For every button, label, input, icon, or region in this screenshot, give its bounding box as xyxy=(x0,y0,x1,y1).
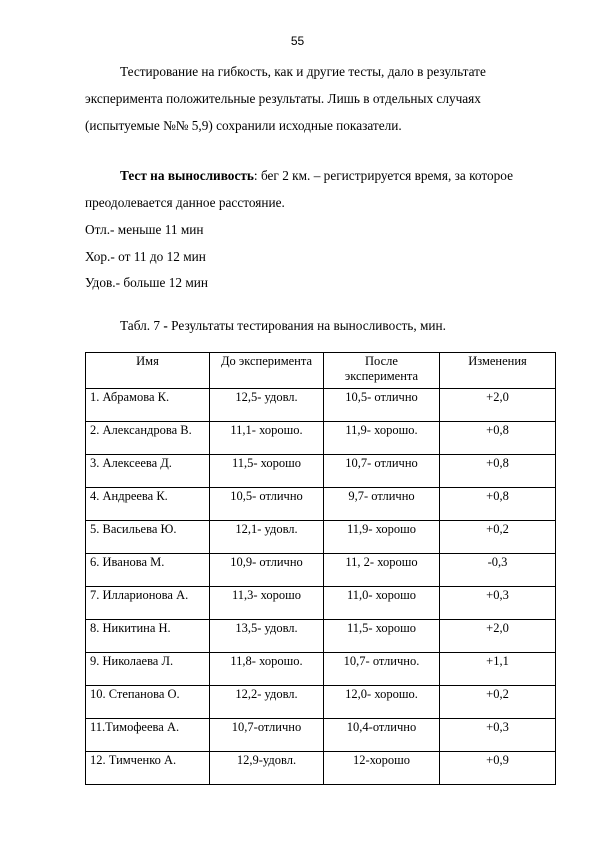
paragraph1-line3: (испытуемые №№ 5,9) сохранили исходные показатели. xyxy=(85,118,402,133)
header-name: Имя xyxy=(86,353,210,389)
cell-after: 10,4-отлично xyxy=(324,719,440,752)
cell-name: 4. Андреева К. xyxy=(86,488,210,521)
cell-name: 7. Илларионова А. xyxy=(86,587,210,620)
cell-after: 11,9- хорошо xyxy=(324,521,440,554)
cell-before: 10,7-отлично xyxy=(210,719,324,752)
cell-change: -0,3 xyxy=(440,554,556,587)
cell-after: 11,5- хорошо xyxy=(324,620,440,653)
cell-change: +0,8 xyxy=(440,455,556,488)
header-after: После эксперимента xyxy=(324,353,440,389)
criteria-satisfactory: Удов.- больше 12 мин xyxy=(85,275,208,290)
table-body xyxy=(86,389,556,785)
paragraph2-line1 xyxy=(120,168,513,184)
criteria-good: Хор.- от 11 до 12 мин xyxy=(85,249,206,264)
cell-after: 10,7- отлично xyxy=(324,455,440,488)
cell-change: +2,0 xyxy=(440,389,556,422)
cell-change: +0,3 xyxy=(440,719,556,752)
cell-change: +0,2 xyxy=(440,521,556,554)
cell-name: 5. Васильева Ю. xyxy=(86,521,210,554)
table-caption-label: Табл. 7 xyxy=(120,318,164,333)
cell-after: 11,0- хорошо xyxy=(324,587,440,620)
cell-before: 12,9-удовл. xyxy=(210,752,324,785)
table-row xyxy=(86,686,556,719)
cell-name: 3. Алексеева Д. xyxy=(86,455,210,488)
endurance-test-description: : бег 2 км. – регистрируется время, за которое xyxy=(253,168,513,183)
table-row xyxy=(86,422,556,455)
cell-after: 9,7- отлично xyxy=(324,488,440,521)
cell-after: 12,0- хорошо. xyxy=(324,686,440,719)
cell-change: +1,1 xyxy=(440,653,556,686)
paragraph1-line2: эксперимента положительные результаты. Лишь в отдельных случаях xyxy=(85,91,481,106)
table-caption xyxy=(120,318,446,334)
cell-after: 12-хорошо xyxy=(324,752,440,785)
cell-before: 12,5- удовл. xyxy=(210,389,324,422)
cell-before: 12,2- удовл. xyxy=(210,686,324,719)
table-row xyxy=(86,389,556,422)
table-row xyxy=(86,653,556,686)
cell-before: 10,5- отлично xyxy=(210,488,324,521)
results-table xyxy=(85,352,556,785)
cell-after: 10,5- отлично xyxy=(324,389,440,422)
table-row xyxy=(86,620,556,653)
cell-name: 6. Иванова М. xyxy=(86,554,210,587)
table-header-row xyxy=(86,353,556,389)
paragraph2-line2: преодолевается данное расстояние. xyxy=(85,195,285,210)
cell-name: 12. Тимченко А. xyxy=(86,752,210,785)
cell-after: 10,7- отлично. xyxy=(324,653,440,686)
cell-change: +0,3 xyxy=(440,587,556,620)
cell-change: +0,9 xyxy=(440,752,556,785)
endurance-test-heading: Тест на выносливость xyxy=(120,168,254,183)
table-row xyxy=(86,752,556,785)
cell-name: 11.Тимофеева А. xyxy=(86,719,210,752)
cell-after: 11, 2- хорошо xyxy=(324,554,440,587)
cell-before: 11,5- хорошо xyxy=(210,455,324,488)
cell-name: 2. Александрова В. xyxy=(86,422,210,455)
table-row xyxy=(86,719,556,752)
page-number: 55 xyxy=(290,34,305,48)
cell-name: 10. Степанова О. xyxy=(86,686,210,719)
cell-change: +0,2 xyxy=(440,686,556,719)
criteria-excellent: Отл.- меньше 11 мин xyxy=(85,222,204,237)
cell-change: +0,8 xyxy=(440,488,556,521)
cell-before: 12,1- удовл. xyxy=(210,521,324,554)
cell-before: 11,3- хорошо xyxy=(210,587,324,620)
cell-name: 1. Абрамова К. xyxy=(86,389,210,422)
table-caption-dash: - xyxy=(163,318,172,333)
cell-change: +2,0 xyxy=(440,620,556,653)
paragraph1-line1: Тестирование на гибкость, как и другие тесты, дало в результате xyxy=(120,64,486,79)
table-row xyxy=(86,587,556,620)
table-row xyxy=(86,488,556,521)
header-before: До эксперимента xyxy=(210,353,324,389)
cell-after: 11,9- хорошо. xyxy=(324,422,440,455)
cell-name: 8. Никитина Н. xyxy=(86,620,210,653)
cell-before: 13,5- удовл. xyxy=(210,620,324,653)
cell-before: 11,1- хорошо. xyxy=(210,422,324,455)
header-change: Изменения xyxy=(440,353,556,389)
cell-name: 9. Николаева Л. xyxy=(86,653,210,686)
cell-before: 10,9- отлично xyxy=(210,554,324,587)
table-row xyxy=(86,455,556,488)
cell-before: 11,8- хорошо. xyxy=(210,653,324,686)
table-row xyxy=(86,521,556,554)
cell-change: +0,8 xyxy=(440,422,556,455)
table-caption-text: Результаты тестирования на выносливость, мин. xyxy=(171,318,446,333)
table-row xyxy=(86,554,556,587)
